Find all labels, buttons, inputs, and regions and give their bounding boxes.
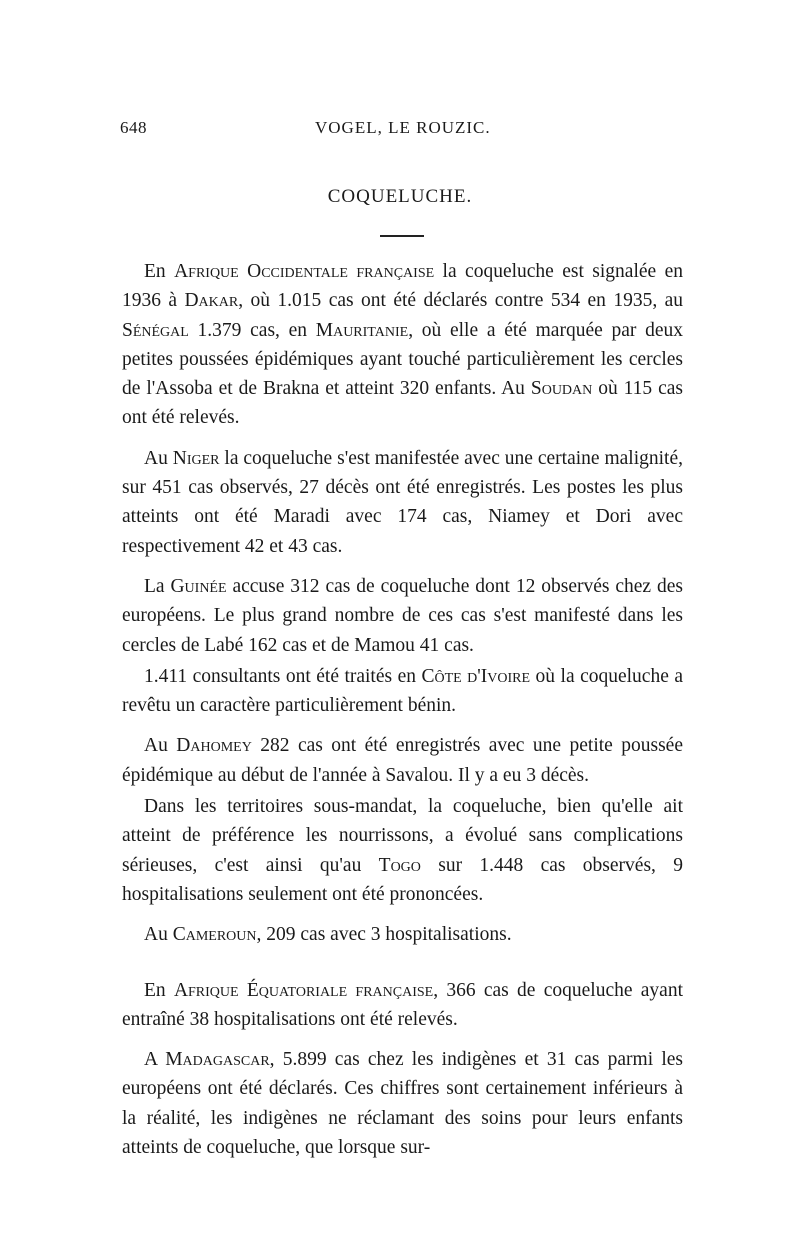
body-text [122,257,683,1173]
section-title: COQUELUCHE. [327,186,473,207]
place-name: Niger [172,447,220,469]
paragraph-text: sur 1.448 cas observés, 9 hospitalisations seulement ont été prononcées. [122,854,683,905]
place-name: Afrique Équatoriale française [173,979,434,1001]
paragraph-text: , 5.899 cas chez les indigènes et 31 cas parmi les européens ont été déclarés. Ces chiffres sont certainement inférieurs à la réalité, les indigènes ne réclamant des soins pour leurs enfants atteints de coqueluche, que lorsque sur- [122,1049,683,1159]
paragraph-text: où la coqueluche a revêtu un caractère particulièrement bénin. [122,665,683,717]
running-head [120,118,680,142]
paragraph-text: 1.379 cas, en [188,319,316,341]
paragraph-text: accuse 312 cas de coqueluche dont 12 observés chez des européens. Le plus grand nombre de ces cas s'est manifesté dans les cercles de Labé 162 cas et de Mamou 41 cas. [122,575,683,656]
paragraph [122,444,683,561]
place-name: Guinée [170,575,227,597]
paragraph [122,1045,683,1162]
paragraph-text: Dans les territoires sous-mandat, la coqueluche, bien qu'elle ait atteint de préférence les nourrissons, a évolué sans complications sérieuses, c'est ainsi qu'au [122,796,683,876]
paragraph [122,662,683,721]
paragraph-text: 282 cas ont été enregistrés avec une petite poussée épidémique au début de l'année à Savalou. Il y a eu 3 décès. [122,735,683,786]
paragraph-text: Au [144,447,173,469]
paragraph-text: La [144,575,171,597]
place-name: Afrique Occidentale française [174,261,435,282]
place-name: Dahomey [176,735,252,757]
paragraph-text: , où 1.015 cas ont été déclarés contre 534 en 1935, au [238,290,683,312]
place-name: Dakar [184,290,239,312]
paragraph-text: , 366 cas de coqueluche ayant entraîné 38 hospitalisations ont été relevés. [122,979,683,1030]
page-number: 648 [120,118,147,137]
paragraph [122,920,683,949]
paragraph-text: la coqueluche s'est manifestée avec une certaine malignité, sur 451 cas observés, 27 décès ont été enregistrés. Les postes les plus atteints ont été Maradi avec 174 cas, Niamey et Dori avec respectivement 42 et 43 cas. [122,447,683,557]
paragraph-text: , 209 cas avec 3 hospitalisations. [256,924,512,946]
paragraph [122,731,683,790]
paragraph-text: En [144,261,175,282]
paragraph-text: la coqueluche est signalée en 1936 à [122,261,683,312]
place-name: Togo [378,854,421,876]
paragraph-text: , où elle a été marquée par deux petites poussées épidémiques ayant touché particulièrement les cercles de l'Assoba et de Brakna et atteint 320 enfants. Au [122,319,683,400]
paragraph-text: Au [144,924,173,946]
paragraph [122,572,683,660]
paragraph-text: où 115 cas ont été relevés. [122,378,683,429]
paragraph [122,976,683,1035]
paragraph [122,257,683,433]
place-name: Côte d'Ivoire [421,665,531,687]
title-rule [380,235,424,237]
paragraph-text: En [144,979,174,1001]
paragraph-text: A [144,1049,166,1071]
header-authors: VOGEL, LE ROUZIC. [315,118,491,137]
place-name: Sénégal [122,319,189,341]
paragraph-text: 1.411 consultants ont été traités en [144,665,422,687]
place-name: Soudan [530,378,593,400]
place-name: Madagascar [165,1049,270,1071]
paragraph [122,792,683,909]
paragraph-text: Au [144,735,177,757]
place-name: Mauritanie [315,319,409,341]
place-name: Cameroun [172,924,257,946]
